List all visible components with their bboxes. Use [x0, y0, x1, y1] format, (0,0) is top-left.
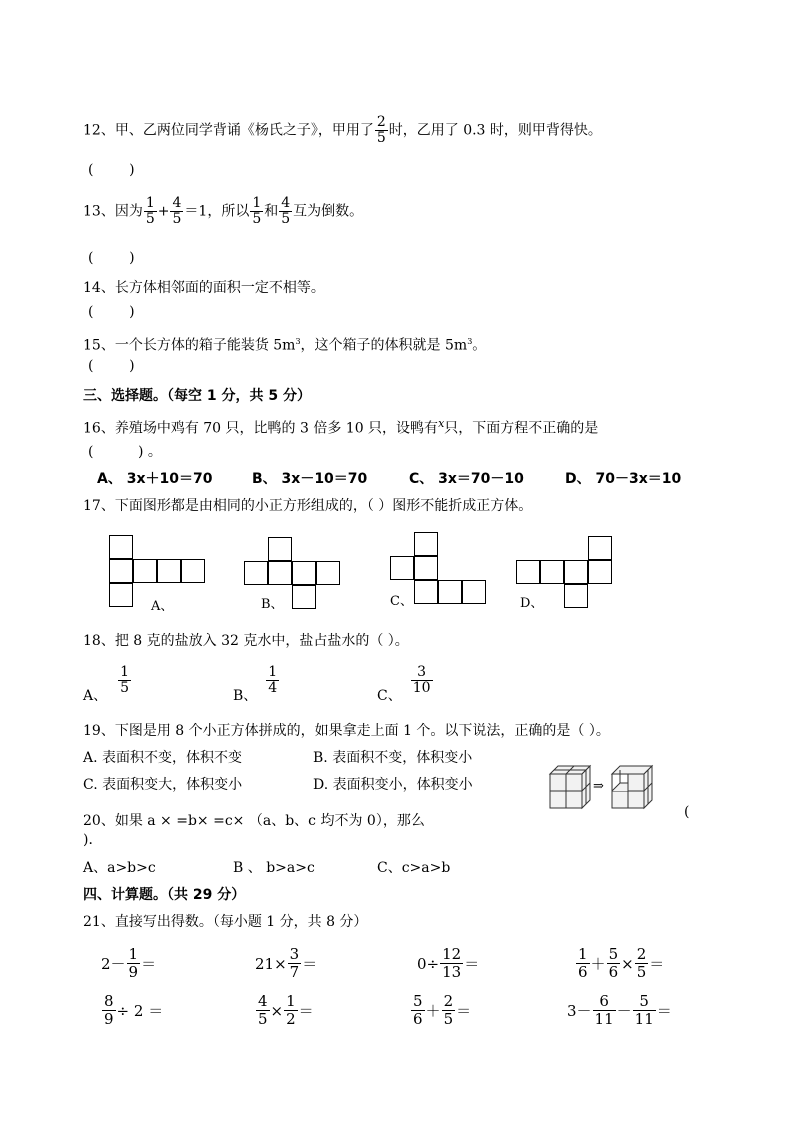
calc-3[interactable]: 0÷ $\frac{12}{13}$ ＝: [417, 945, 480, 981]
q12-line: [83, 115, 602, 146]
q12-answer-paren[interactable]: ( ): [88, 162, 135, 178]
q13-answer-paren[interactable]: ( ): [88, 250, 135, 266]
q16-option-d[interactable]: D、 70－3x＝10: [565, 471, 682, 487]
section3-heading: 三、选择题。（每空 1 分，共 5 分）: [83, 388, 311, 404]
calc-8[interactable]: 3－ $\frac{6}{11}$ － $\frac{5}{11}$ ＝: [567, 992, 672, 1028]
q13-line: 13、因为 $\frac{1}{5}$ + $\frac{4}{5}$ ＝1，所以 $\frac{1}{5}$ 和 $\frac{4}{5}$ 互为倒数。: [83, 195, 364, 227]
q20-line: 20、如果 a × =b× =c× （a、b、c 均不为 0），那么: [83, 813, 425, 829]
q16-option-b[interactable]: B、 3x－10＝70: [252, 471, 368, 487]
net-a-label: A、: [151, 599, 174, 614]
net-c-label: C、: [390, 594, 413, 609]
q21-line: 21、直接写出得数。（每小题 1 分，共 8 分）: [83, 914, 368, 930]
q15-answer-paren[interactable]: ( ): [88, 358, 135, 374]
q18-line: 18、把 8 克的盐放入 32 克水中，盐占盐水的（ ）。: [83, 633, 409, 649]
calc-4[interactable]: $\frac{1}{6}$ ＋ $\frac{5}{6}$ × $\frac{2}{5}$ ＝: [578, 945, 665, 981]
q12-text-b: 时，乙用了 0.3 时，则甲背得快。: [388, 122, 602, 139]
calc-1[interactable]: 2－ $\frac{1}{9}$ ＝: [101, 945, 157, 981]
q20-paren-open[interactable]: (: [684, 804, 690, 820]
calc-6[interactable]: $\frac{4}{5}$ × $\frac{1}{2}$ ＝: [258, 992, 314, 1028]
q16-line: 16、养殖场中鸡有 70 只，比鸭的 3 倍多 10 只，设鸭有$^x$只，下面方程不正确的是: [83, 417, 599, 437]
section4-heading: 四、计算题。（共 29 分）: [83, 887, 246, 903]
q14-answer-paren[interactable]: ( ): [88, 304, 135, 320]
q16-option-a[interactable]: A、 3x＋10＝70: [97, 471, 213, 487]
q20-option-c[interactable]: C、c>a>b: [377, 860, 451, 876]
q18-option-a[interactable]: A、 $\frac{1}{5}$: [83, 664, 130, 704]
q19-cube-figure: [546, 762, 664, 810]
q18-option-c[interactable]: C、 $\frac{3}{10}$: [377, 664, 431, 704]
q16-answer-paren[interactable]: ( ) 。: [88, 444, 162, 460]
q16-option-c[interactable]: C、 3x＝70－10: [409, 471, 524, 487]
calc-2[interactable]: 21× $\frac{3}{7}$ ＝: [255, 945, 318, 981]
calc-5[interactable]: $\frac{8}{9}$ ÷ 2 ＝: [104, 992, 164, 1028]
net-b-label: B、: [261, 597, 284, 612]
q17-line: 17、下面图形都是由相同的小正方形组成的，（ ）图形不能折成正方体。: [83, 498, 533, 514]
q12-fraction: $\frac{2}{5}$: [376, 114, 386, 146]
q14-line: 14、长方体相邻面的面积一定不相等。: [83, 280, 325, 296]
q19-option-d[interactable]: D. 表面积变小，体积变小: [313, 777, 473, 793]
q19-option-a[interactable]: A. 表面积不变，体积不变: [83, 750, 243, 766]
q19-option-c[interactable]: C. 表面积变大，体积变小: [83, 777, 243, 793]
q15-line: 15、一个长方体的箱子能装货 $5m^3$，这个箱子的体积就是 $5m^3$。: [83, 337, 487, 354]
q19-line: 19、下图是用 8 个小正方体拼成的，如果拿走上面 1 个。以下说法，正确的是（ ）。: [83, 723, 610, 739]
q20-option-a[interactable]: A、a>b>c: [83, 860, 156, 876]
net-d-label: D、: [520, 596, 544, 611]
q18-option-b[interactable]: B、 $\frac{1}{4}$: [233, 664, 278, 704]
q20-paren-close[interactable]: )．: [83, 832, 103, 848]
calc-7[interactable]: $\frac{5}{6}$ ＋ $\frac{2}{5}$ ＝: [413, 992, 472, 1028]
arrow-icon: ⇒: [593, 779, 604, 794]
q20-option-b[interactable]: B 、 b>a>c: [233, 860, 315, 876]
q19-option-b[interactable]: B. 表面积不变，体积变小: [313, 750, 473, 766]
q12-text-a: 12、甲、乙两位同学背诵《杨氏之子》，甲用了: [83, 122, 374, 139]
